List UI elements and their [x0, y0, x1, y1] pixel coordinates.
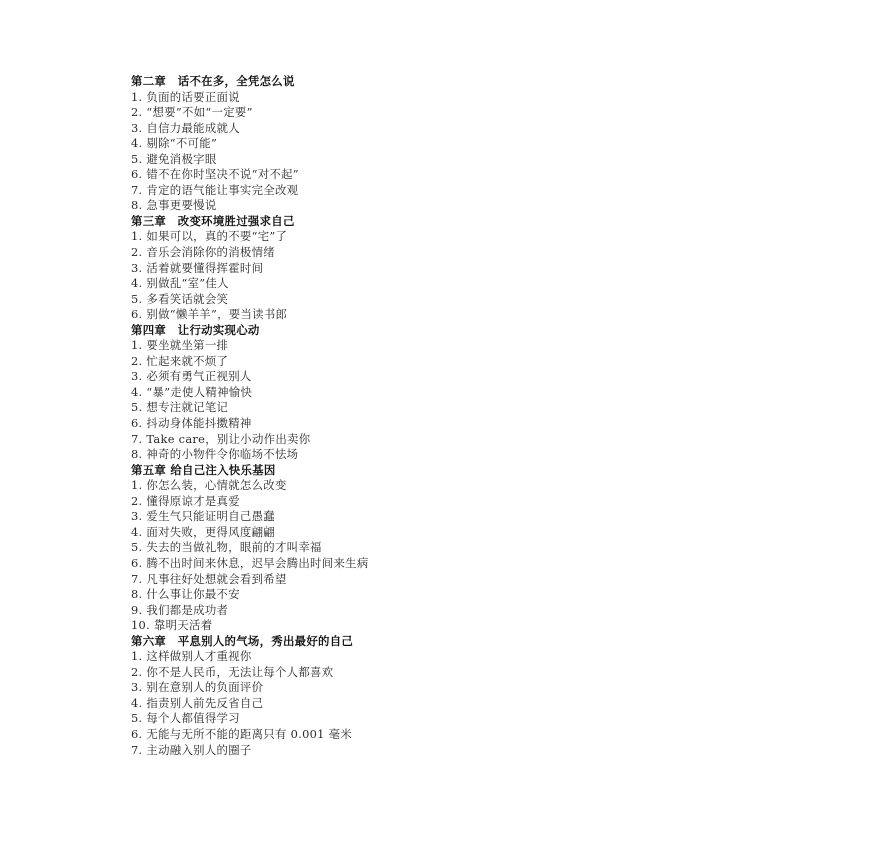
list-item: 1. 负面的话要正面说	[131, 89, 240, 104]
list-item: 5. 每个人都值得学习	[131, 711, 240, 726]
chapter-section	[131, 74, 731, 214]
list-item: 4. 面对失败，更得风度翩翩	[131, 524, 275, 539]
list-item: 6. 错不在你时坚决不说“对不起”	[131, 167, 299, 182]
list-item: 3. 别在意别人的负面评价	[131, 680, 264, 695]
chapter-section	[131, 634, 731, 758]
chapter-heading: 第四章 让行动实现心动	[131, 322, 260, 337]
list-item: 6. 抖动身体能抖擞精神	[131, 416, 252, 431]
list-item: 3. 活着就要懂得挥霍时间	[131, 260, 264, 275]
list-item: 2. 忙起来就不烦了	[131, 353, 229, 368]
list-item: 7. 主动融入别人的圈子	[131, 742, 252, 757]
chapter-section	[131, 214, 731, 323]
list-item: 2. 懂得原谅才是真爱	[131, 493, 240, 508]
list-item: 4. “暴”走使人精神愉快	[131, 384, 253, 399]
list-item: 3. 爱生气只能证明自己愚蠢	[131, 509, 275, 524]
list-item: 1. 你怎么装，心情就怎么改变	[131, 478, 287, 493]
list-item: 5. 避免消极字眼	[131, 151, 217, 166]
list-item: 8. 什么事让你最不安	[131, 587, 240, 602]
list-item: 8. 神奇的小物件令你临场不怯场	[131, 447, 299, 462]
list-item: 7. 肯定的语气能让事实完全改观	[131, 182, 299, 197]
chapter-heading: 第三章 改变环境胜过强求自己	[131, 213, 295, 228]
list-item: 5. 失去的当做礼物，眼前的才叫幸福	[131, 540, 322, 555]
list-item: 9. 我们都是成功者	[131, 602, 229, 617]
list-item: 5. 想专注就记笔记	[131, 400, 229, 415]
chapter-heading: 第二章 话不在多，全凭怎么说	[131, 74, 295, 88]
chapter-heading: 第五章 给自己注入快乐基因	[131, 462, 276, 477]
list-item: 2. 音乐会消除你的消极情绪	[131, 245, 275, 260]
list-item: 7. Take care，别让小动作出卖你	[131, 431, 311, 446]
list-item: 2. “想要”不如“一定要”	[131, 105, 253, 120]
list-item: 6. 腾不出时间来休息，迟早会腾出时间来生病	[131, 555, 369, 570]
list-item: 2. 你不是人民币，无法让每个人都喜欢	[131, 664, 334, 679]
list-item: 10. 靠明天活着	[131, 618, 213, 633]
chapter-heading: 第六章 平息别人的气场，秀出最好的自己	[131, 633, 354, 648]
list-item: 6. 别做“懒羊羊”，要当读书郎	[131, 307, 288, 322]
table-of-contents	[131, 74, 731, 758]
chapter-section	[131, 463, 731, 634]
chapter-section	[131, 323, 731, 463]
list-item: 5. 多看笑话就会笑	[131, 291, 229, 306]
list-item: 1. 如果可以，真的不要“宅”了	[131, 229, 288, 244]
list-item: 7. 凡事往好处想就会看到希望	[131, 571, 287, 586]
list-item: 8. 急事更要慢说	[131, 198, 217, 213]
list-item: 4. 指责别人前先反省自己	[131, 695, 264, 710]
list-item: 1. 要坐就坐第一排	[131, 338, 229, 353]
list-item: 4. 剔除“不可能”	[131, 136, 218, 151]
list-item: 3. 自信力最能成就人	[131, 120, 240, 135]
list-item: 4. 别做乱“室”佳人	[131, 276, 229, 291]
list-item: 6. 无能与无所不能的距离只有 0.001 毫米	[131, 726, 353, 741]
list-item: 3. 必须有勇气正视别人	[131, 369, 252, 384]
list-item: 1. 这样做别人才重视你	[131, 649, 252, 664]
